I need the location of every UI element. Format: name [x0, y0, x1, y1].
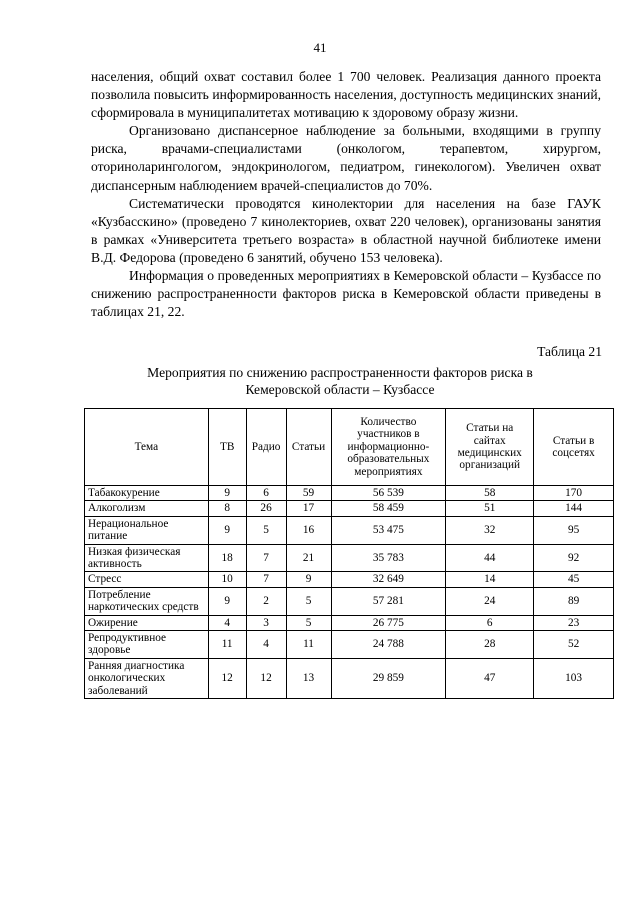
value-cell: 18	[208, 544, 246, 572]
table-row	[85, 631, 614, 659]
value-cell: 89	[534, 587, 614, 615]
table-row	[85, 572, 614, 587]
value-cell: 47	[446, 658, 534, 698]
value-cell: 5	[286, 615, 331, 630]
table-body	[85, 486, 614, 699]
value-cell: 53 475	[331, 516, 446, 544]
table-row	[85, 516, 614, 544]
value-cell: 103	[534, 658, 614, 698]
value-cell: 45	[534, 572, 614, 587]
value-cell: 95	[534, 516, 614, 544]
topic-cell: Потребление наркотических средств	[85, 587, 209, 615]
table-row	[85, 615, 614, 630]
value-cell: 5	[246, 516, 286, 544]
value-cell: 57 281	[331, 587, 446, 615]
value-cell: 9	[208, 516, 246, 544]
value-cell: 32	[446, 516, 534, 544]
value-cell: 52	[534, 631, 614, 659]
paragraph-4: Информация о проведенных мероприятиях в Кемеровской области – Кузбассе по снижению распространенности факторов риска в Кемеровской области приведены в таблицах 21, 22.	[91, 268, 601, 320]
column-header: Статьи	[286, 409, 331, 486]
value-cell: 32 649	[331, 572, 446, 587]
value-cell: 7	[246, 544, 286, 572]
topic-cell: Нерациональное питание	[85, 516, 209, 544]
paragraph-1: населения, общий охват составил более 1 700 человек. Реализация данного проекта позволила повысить информированность населения, доступность медицинских знаний, сформировала в муниципалитетах мотивацию к здоровому образу жизни.	[91, 69, 601, 121]
value-cell: 24 788	[331, 631, 446, 659]
body-text	[91, 68, 601, 321]
table-row	[85, 501, 614, 516]
value-cell: 26	[246, 501, 286, 516]
column-header: Статьи на сайтах медицинских организаций	[446, 409, 534, 486]
table-row	[85, 658, 614, 698]
value-cell: 58	[446, 486, 534, 501]
value-cell: 6	[246, 486, 286, 501]
value-cell: 6	[446, 615, 534, 630]
value-cell: 21	[286, 544, 331, 572]
page-number: 41	[313, 40, 327, 55]
value-cell: 144	[534, 501, 614, 516]
table-row	[85, 544, 614, 572]
value-cell: 35 783	[331, 544, 446, 572]
value-cell: 9	[286, 572, 331, 587]
value-cell: 58 459	[331, 501, 446, 516]
value-cell: 28	[446, 631, 534, 659]
column-header: Тема	[85, 409, 209, 486]
paragraph-3: Систематически проводятся кинолектории для населения на базе ГАУК «Кузбасскино» (проведено 7 кинолекториев, охват 220 человек), организованы занятия в рамках «Университета третьего возраста» в областной научной библиотеке имени В.Д. Федорова (проведено 6 занятий, обучено 153 человека).	[91, 195, 601, 265]
table-row	[85, 486, 614, 501]
value-cell: 16	[286, 516, 331, 544]
value-cell: 56 539	[331, 486, 446, 501]
value-cell: 8	[208, 501, 246, 516]
value-cell: 26 775	[331, 615, 446, 630]
topic-cell: Стресс	[85, 572, 209, 587]
value-cell: 12	[246, 658, 286, 698]
risk-factors-table	[84, 408, 614, 699]
value-cell: 7	[246, 572, 286, 587]
value-cell: 44	[446, 544, 534, 572]
value-cell: 14	[446, 572, 534, 587]
value-cell: 29 859	[331, 658, 446, 698]
column-header: Статьи в соцсетях	[534, 409, 614, 486]
value-cell: 23	[534, 615, 614, 630]
value-cell: 10	[208, 572, 246, 587]
topic-cell: Ранняя диагностика онкологических заболеваний	[85, 658, 209, 698]
value-cell: 17	[286, 501, 331, 516]
value-cell: 2	[246, 587, 286, 615]
table-header-row	[85, 409, 614, 486]
column-header: Радио	[246, 409, 286, 486]
value-cell: 59	[286, 486, 331, 501]
value-cell: 92	[534, 544, 614, 572]
table-label: Таблица 21	[537, 344, 602, 359]
value-cell: 13	[286, 658, 331, 698]
value-cell: 11	[286, 631, 331, 659]
value-cell: 4	[246, 631, 286, 659]
topic-cell: Алкоголизм	[85, 501, 209, 516]
value-cell: 11	[208, 631, 246, 659]
topic-cell: Ожирение	[85, 615, 209, 630]
column-header: Количество участников в информационно-образовательных мероприятиях	[331, 409, 446, 486]
topic-cell: Репродуктивное здоровье	[85, 631, 209, 659]
table-title: Мероприятия по снижению распространенности факторов риска в Кемеровской области – Кузбассе	[147, 365, 533, 397]
value-cell: 170	[534, 486, 614, 501]
value-cell: 4	[208, 615, 246, 630]
value-cell: 9	[208, 587, 246, 615]
paragraph-2: Организовано диспансерное наблюдение за больными, входящими в группу риска, врачами-специалистами (онкологом, терапевтом, хирургом, оториноларингологом, эндокринологом, педиатром, гинекологом). Увеличен охват диспансерным наблюдением врачей-специалистов до 70%.	[91, 123, 601, 193]
value-cell: 51	[446, 501, 534, 516]
value-cell: 5	[286, 587, 331, 615]
table-row	[85, 587, 614, 615]
value-cell: 24	[446, 587, 534, 615]
value-cell: 3	[246, 615, 286, 630]
value-cell: 12	[208, 658, 246, 698]
value-cell: 9	[208, 486, 246, 501]
topic-cell: Низкая физическая активность	[85, 544, 209, 572]
column-header: ТВ	[208, 409, 246, 486]
topic-cell: Табакокурение	[85, 486, 209, 501]
